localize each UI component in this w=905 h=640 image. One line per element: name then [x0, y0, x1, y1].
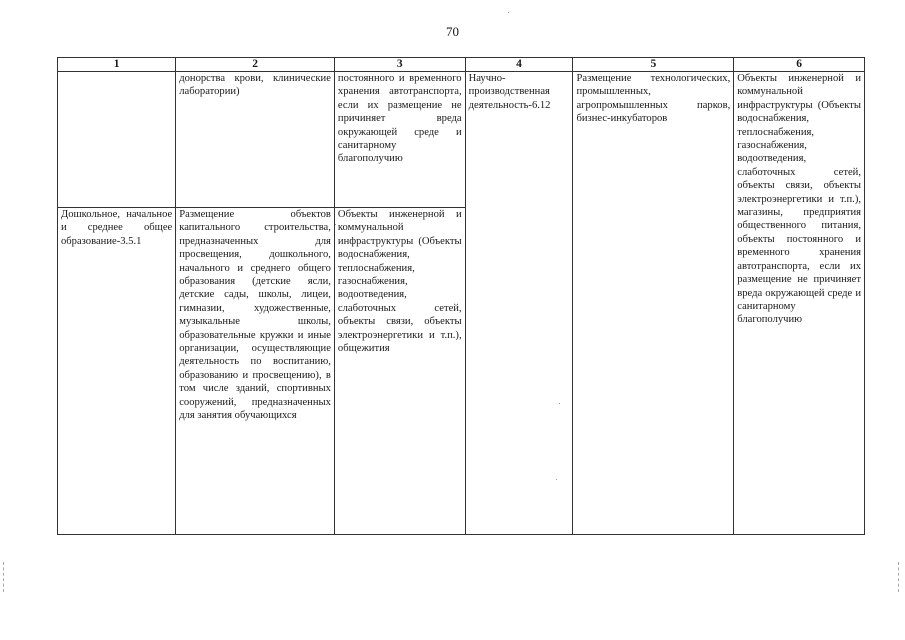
table-cell: Объекты инженерной и коммунальной инфраструктуры (Объекты водоснабжения, теплоснабжения, газоснабжения, водоотведения, слаботочных сетей, объекты связи, объекты электроэнергетики и т.п.), общежития — [334, 208, 465, 535]
table-cell: Дошкольное, начальное и среднее общее образование-3.5.1 — [58, 208, 176, 535]
table-cell: донорства крови, клинические лаборатории) — [176, 72, 335, 208]
scan-edge-mark — [3, 562, 6, 592]
column-header: 1 — [58, 58, 176, 72]
column-header: 3 — [334, 58, 465, 72]
table-cell: Размещение технологических, промышленных, агропромышленных парков, бизнес-инкубаторов — [573, 72, 734, 535]
table-cell — [58, 72, 176, 208]
table-cell: Объекты инженерной и коммунальной инфраструктуры (Объекты водоснабжения, теплоснабжения, газоснабжения, водоотведения, слаботочных сетей, объекты связи, объекты электроэнергетики и т.п.), магазины, предприятия общественного питания, объекты постоянного и временного хранения автотранспорта, если их размещение не причиняет вреда окружающей среде и санитарному благополучию — [734, 72, 865, 535]
table-cell: Размещение объектов капитального строительства, предназначенных для просвещения, дошкольного, начального и среднего общего образования (детские ясли, детские сады, школы, лицеи, гимназии, художественные, музыкальные школы, образовательные кружки и иные организации, осуществляющие деятельность по воспитанию, образованию и просвещению), в том числе зданий, спортивных сооружений, предназначенных для занятия обучающихся — [176, 208, 335, 535]
column-header: 6 — [734, 58, 865, 72]
table-cell: Научно-производственная деятельность-6.12 — [465, 72, 573, 535]
table-cell: постоянного и временного хранения автотранспорта, если их размещение не причиняет вреда окружающей среде и санитарному благополучию — [334, 72, 465, 208]
column-header: 2 — [176, 58, 335, 72]
column-header: 5 — [573, 58, 734, 72]
zoning-table — [57, 57, 865, 535]
header-row — [58, 58, 865, 72]
page-number: 70 — [446, 24, 459, 39]
scan-speck — [508, 12, 509, 13]
scan-edge-mark — [898, 562, 901, 592]
column-header: 4 — [465, 58, 573, 72]
table-row — [58, 72, 865, 208]
